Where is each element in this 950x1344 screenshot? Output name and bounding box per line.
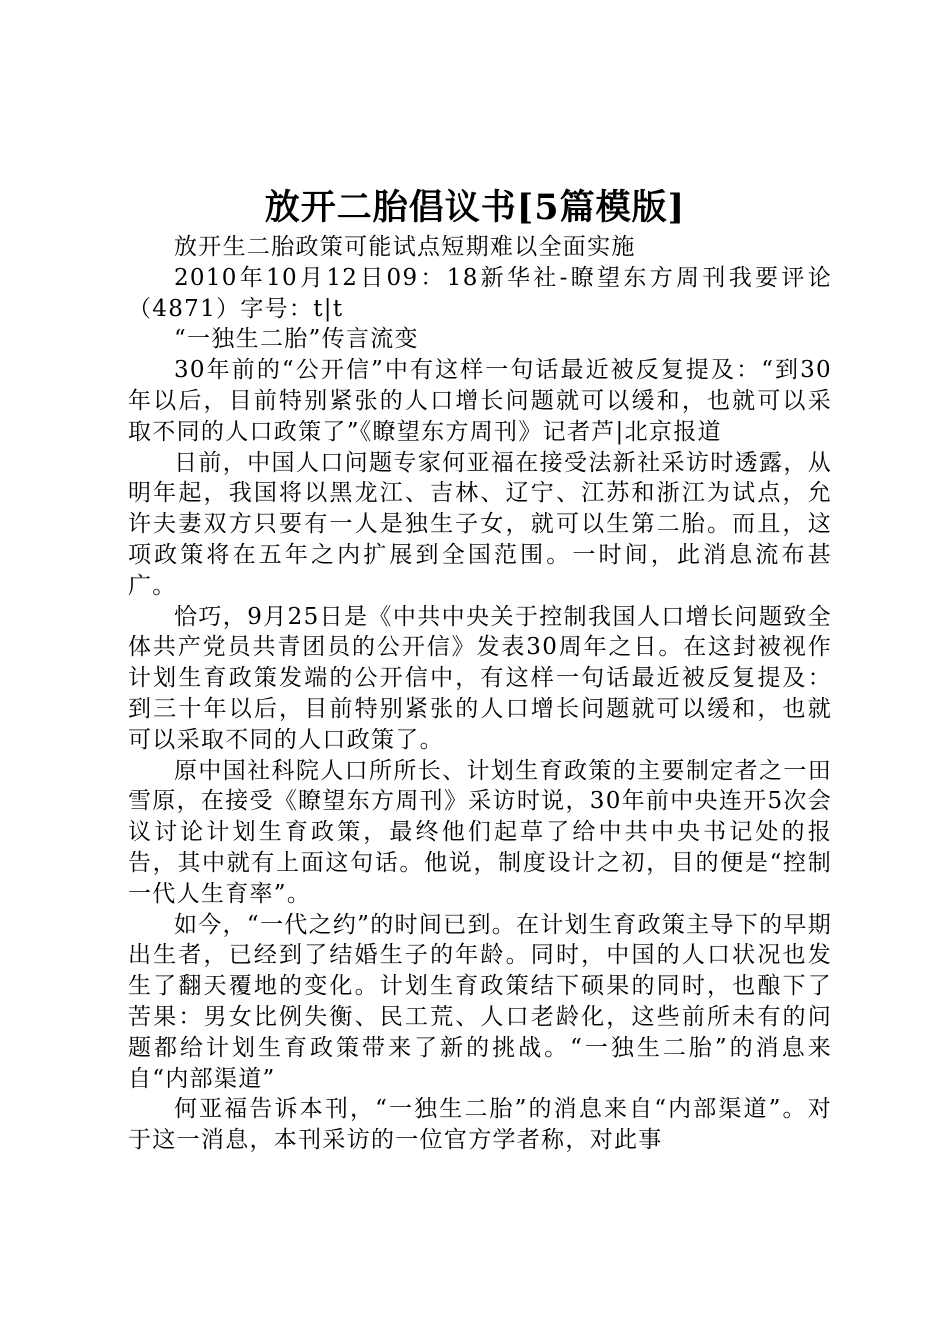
document-body xyxy=(128,232,832,1156)
paragraph: 恰巧，9月25日是《中共中央关于控制我国人口增长问题致全体共产党员共青团员的公开信》发表30周年之日。在这封被视作计划生育政策发端的公开信中，有这样一句话最近被反复提及：到三十年以后，目前特别紧张的人口增长问题就可以缓和，也就可以采取不同的人口政策了。 xyxy=(128,603,832,753)
paragraph: 放开生二胎政策可能试点短期难以全面实施 xyxy=(174,234,636,260)
document-title: 放开二胎倡议书[5篇模版] xyxy=(264,187,686,228)
paragraph: 何亚福告诉本刊，“一独生二胎”的消息来自“内部渠道”。对于这一消息，本刊采访的一位官方学者称，对此事 xyxy=(128,1096,832,1154)
paragraph: 日前，中国人口问题专家何亚福在接受法新社采访时透露，从明年起，我国将以黑龙江、吉林、辽宁、江苏和浙江为试点，允许夫妻双方只要有一人是独生子女，就可以生第二胎。而且，这项政策将在五年之内扩展到全国范围。一时间，此消息流布甚广。 xyxy=(128,449,832,599)
paragraph: 30年前的“公开信”中有这样一句话最近被反复提及：“到30年以后，目前特别紧张的人口增长问题就可以缓和，也就可以采取不同的人口政策了”《瞭望东方周刊》记者芦|北京报道 xyxy=(128,357,832,445)
paragraph: 如今，“一代之约”的时间已到。在计划生育政策主导下的早期出生者，已经到了结婚生子的年龄。同时，中国的人口状况也发生了翻天覆地的变化。计划生育政策结下硕果的同时，也酿下了苦果：男女比例失衡、民工荒、人口老龄化，这些前所未有的问题都给计划生育政策带来了新的挑战。“一独生二胎”的消息来自“内部渠道” xyxy=(128,911,832,1092)
paragraph: “一独生二胎”传言流变 xyxy=(174,326,419,353)
paragraph: 2010年10月12日09：18新华社-瞭望东方周刊我要评论（4871）字号：t|t xyxy=(128,264,832,322)
paragraph: 原中国社科院人口所所长、计划生育政策的主要制定者之一田雪原，在接受《瞭望东方周刊》采访时说，30年前中央连开5次会议讨论计划生育政策，最终他们起草了给中共中央书记处的报告，其中就有上面这句话。他说，制度设计之初，目的便是“控制一代人生育率”。 xyxy=(128,757,832,907)
